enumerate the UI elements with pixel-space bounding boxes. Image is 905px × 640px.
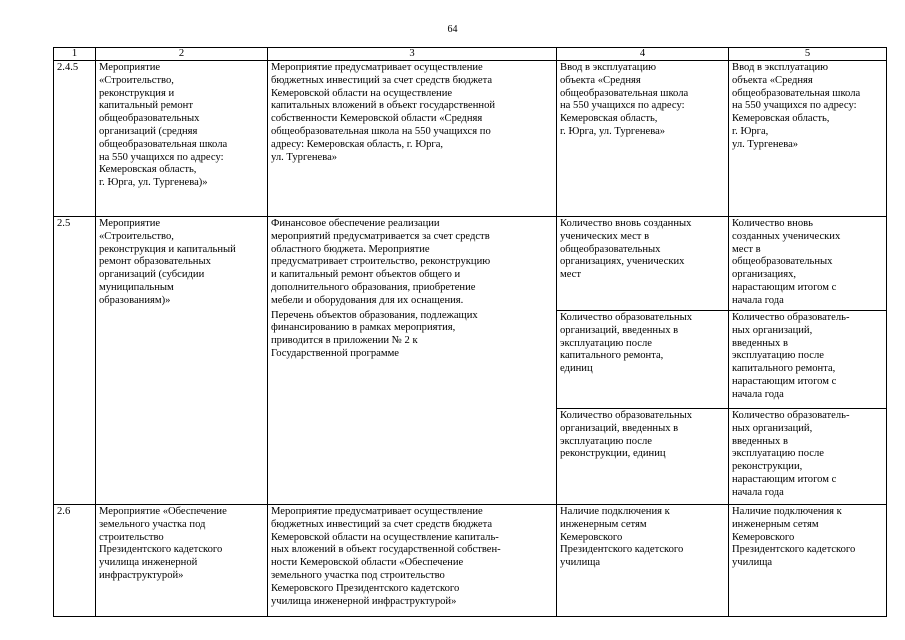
measure-name: Мероприятие «Строительство, реконструкция и капитальный ремонт общеобразовательных организаций (средняя общеобразовательная школа на 550 учащихся по адресу: Кемеровская область, г. Юрга, ул. Тургенева)» bbox=[96, 61, 268, 217]
row-number: 2.4.5 bbox=[54, 61, 96, 217]
table-row bbox=[54, 217, 887, 311]
column-header: 5 bbox=[729, 48, 887, 61]
measure-result: Количество образователь- ных организаций, введенных в эксплуатацию после капитального ремонта, нарастающим итогом с начала года bbox=[729, 311, 887, 409]
measure-indicator: Количество образовательных организаций, введенных в эксплуатацию после реконструкции, единиц bbox=[557, 409, 729, 505]
table-row bbox=[54, 61, 887, 217]
measure-name: Мероприятие «Строительство, реконструкция и капитальный ремонт образовательных организаций (субсидии муниципальным образованиям)» bbox=[96, 217, 268, 505]
measure-name: Мероприятие «Обеспечение земельного участка под строительство Президентского кадетского училища инженерной инфраструктурой» bbox=[96, 505, 268, 617]
column-header: 4 bbox=[557, 48, 729, 61]
column-header: 3 bbox=[268, 48, 557, 61]
measure-indicator: Количество образовательных организаций, введенных в эксплуатацию после капитального ремонта, единиц bbox=[557, 311, 729, 409]
measure-indicator: Количество вновь созданных ученических мест в общеобразовательных организациях, ученических мест bbox=[557, 217, 729, 311]
page-number: 64 bbox=[447, 24, 458, 35]
measures-table bbox=[53, 47, 887, 617]
measure-result: Количество образователь- ных организаций, введенных в эксплуатацию после реконструкции, нарастающим итогом с начала года bbox=[729, 409, 887, 505]
description-paragraph: Перечень объектов образования, подлежащих финансированию в рамках мероприятия, приводится в приложении № 2 к Государственной программе bbox=[271, 309, 478, 359]
measure-description: Мероприятие предусматривает осуществление бюджетных инвестиций за счет средств бюджета Кемеровской области на осуществление капиталь- ных вложений в объект государственной собствен- ности Кемеровской области «Обеспечение земельного участка под строительство Кемеровского Президентского кадетского училища инженерной инфраструктурой» bbox=[268, 505, 557, 617]
row-number: 2.6 bbox=[54, 505, 96, 617]
measure-description: Мероприятие предусматривает осуществление бюджетных инвестиций за счет средств бюджета Кемеровской области на осуществление капитальных вложений в объект государственной собственности Кемеровской области «Средняя общеобразовательная школа на 550 учащихся по адресу: Кемеровская область, г. Юрга, ул. Тургенева» bbox=[268, 61, 557, 217]
table-row bbox=[54, 505, 887, 617]
measure-result: Количество вновь созданных ученических мест в общеобразовательных организациях, нарастающим итогом с начала года bbox=[729, 217, 887, 311]
measure-indicator: Наличие подключения к инженерным сетям Кемеровского Президентского кадетского училища bbox=[557, 505, 729, 617]
measure-result: Ввод в эксплуатацию объекта «Средняя общеобразовательная школа на 550 учащихся по адресу: Кемеровская область, г. Юрга, ул. Тургенева» bbox=[729, 61, 887, 217]
column-header: 1 bbox=[54, 48, 96, 61]
measure-result: Наличие подключения к инженерным сетям Кемеровского Президентского кадетского училища bbox=[729, 505, 887, 617]
measure-indicator: Ввод в эксплуатацию объекта «Средняя общеобразовательная школа на 550 учащихся по адресу: Кемеровская область, г. Юрга, ул. Тургенева» bbox=[557, 61, 729, 217]
description-paragraph: Финансовое обеспечение реализации мероприятий предусматривается за счет средств областного бюджета. Мероприятие предусматривает строительство, реконструкцию и капитальный ремонт объектов общего и дополнительного образования, приобретение мебели и оборудования для их оснащения. bbox=[271, 218, 491, 306]
column-header: 2 bbox=[96, 48, 268, 61]
row-number: 2.5 bbox=[54, 217, 96, 505]
measure-description bbox=[268, 217, 557, 505]
table-header-row bbox=[54, 48, 887, 61]
